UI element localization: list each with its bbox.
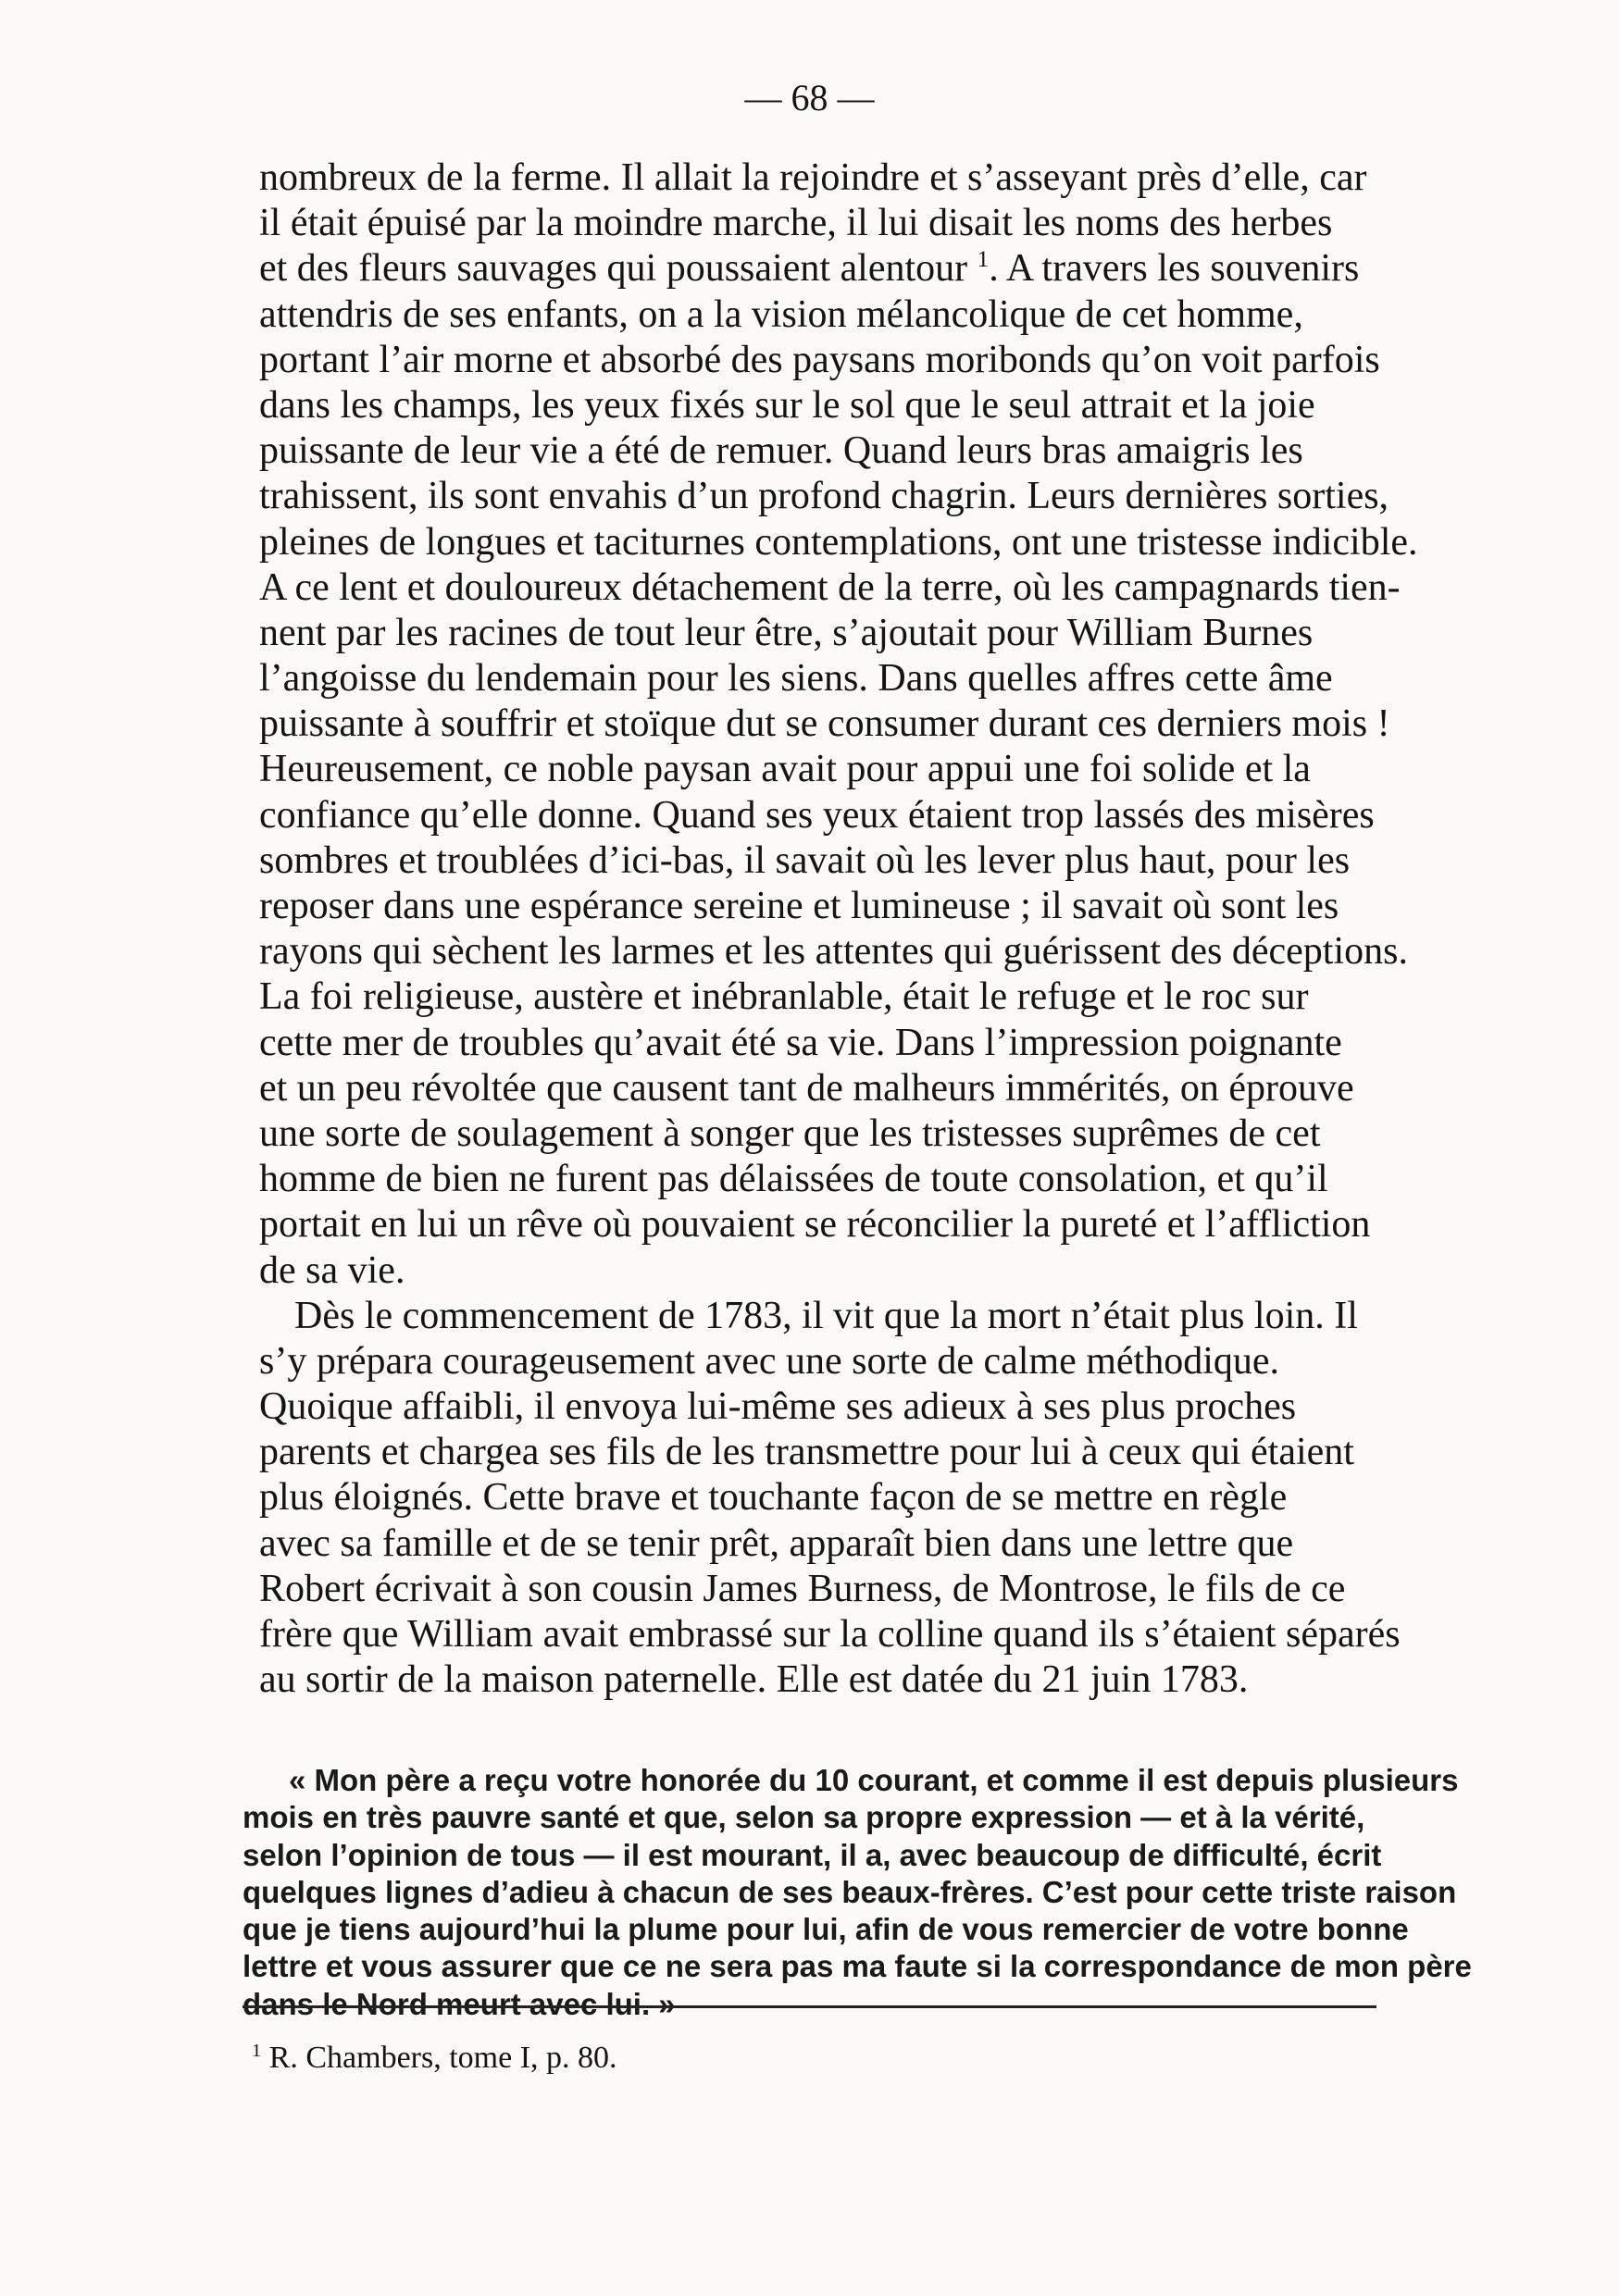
body-line: attendris de ses enfants, on a la vision mélancolique de cet homme, <box>259 292 1303 336</box>
quote-line: selon l’opinion de tous — il est mourant, il a, avec beaucoup de difficulté, écrit <box>243 1837 1382 1872</box>
body-text <box>259 155 1418 1703</box>
body-line: portait en lui un rêve où pouvaient se réconcilier la pureté et l’affliction <box>259 1203 1371 1247</box>
body-line: reposer dans une espérance sereine et lumineuse ; il savait où sont les <box>259 885 1339 927</box>
body-line: trahissent, ils sont envahis d’un profond chagrin. Leurs dernières sorties, <box>259 475 1389 518</box>
body-line: La foi religieuse, austère et inébranlable, était le refuge et le roc sur <box>259 975 1309 1019</box>
body-line: homme de bien ne furent pas délaissées de toute consolation, et qu’il <box>259 1158 1328 1201</box>
block-quote <box>243 1762 1472 2023</box>
body-line: rayons qui sèchent les larmes et les attentes qui guérissent des déceptions. <box>259 930 1408 974</box>
body-line: frère que William avait embrassé sur la colline quand ils s’étaient séparés <box>259 1613 1401 1656</box>
body-line-text: . A travers les souvenirs <box>989 247 1360 291</box>
body-line: avec sa famille et de se tenir prêt, apparaît bien dans une lettre que <box>259 1521 1294 1565</box>
body-line: A ce lent et douloureux détachement de la terre, où les campagnards tien- <box>259 565 1401 609</box>
footnote-marker: 1 <box>252 2040 262 2061</box>
quote-line: mois en très pauvre santé et que, selon sa propre expression — et à la vérité, <box>243 1800 1365 1835</box>
body-line <box>259 246 1379 292</box>
body-line: nent par les racines de tout leur être, s’ajoutait pour William Burnes <box>259 611 1314 654</box>
quote-line: « Mon père a reçu votre honorée du 10 courant, et comme il est depuis plusieurs <box>289 1763 1459 1797</box>
body-line: dans les champs, les yeux fixés sur le sol que le seul attrait et la joie <box>259 383 1315 427</box>
body-line: l’angoisse du lendemain pour les siens. Dans quelles affres cette âme <box>259 657 1333 701</box>
footnote-reference[interactable]: 1 <box>977 247 990 273</box>
body-line: de sa vie. <box>259 1248 405 1292</box>
body-line: plus éloignés. Cette brave et touchante façon de se mettre en règle <box>259 1476 1288 1520</box>
footnote-divider <box>243 2005 1376 2008</box>
body-line: Dès le commencement de 1783, il vit que la mort n’était plus loin. Il <box>294 1294 1358 1337</box>
body-line: nombreux de la ferme. Il allait la rejoindre et s’asseyant près d’elle, car <box>259 156 1367 199</box>
quote-line: que je tiens aujourd’hui la plume pour lui, afin de vous remercier de votre bonne <box>243 1912 1409 1947</box>
body-line: Robert écrivait à son cousin James Burness, de Montrose, le fils de ce <box>259 1567 1346 1610</box>
body-line: sombres et troublées d’ici-bas, il savait où les lever plus haut, pour les <box>259 838 1351 882</box>
body-line: puissante à souffrir et stoïque dut se consumer durant ces derniers mois ! <box>259 702 1390 746</box>
body-line: parents et chargea ses fils de les transmettre pour lui à ceux qui étaient <box>259 1431 1354 1474</box>
body-line: confiance qu’elle donne. Quand ses yeux étaient trop lassés des misères <box>259 793 1375 837</box>
body-line: s’y prépara courageusement avec une sorte de calme méthodique. <box>259 1339 1280 1383</box>
body-line: il était épuisé par la moindre marche, il lui disait les noms des herbes <box>259 202 1333 245</box>
body-line: au sortir de la maison paternelle. Elle est datée du 21 juin 1783. <box>259 1658 1249 1702</box>
body-line: et un peu révoltée que causent tant de malheurs immérités, on éprouve <box>259 1066 1354 1110</box>
quote-line: dans le Nord meurt avec lui. » <box>243 1986 676 2021</box>
footnote <box>252 2041 617 2076</box>
body-line: portant l’air morne et absorbé des paysans moribonds qu’on voit parfois <box>259 338 1380 381</box>
body-line: une sorte de soulagement à songer que les tristesses suprêmes de cet <box>259 1111 1321 1155</box>
footnote-text: R. Chambers, tome I, p. 80. <box>268 2041 617 2075</box>
body-line-text: et des fleurs sauvages qui poussaient alentour <box>259 247 968 291</box>
quote-line: lettre et vous assurer que ce ne sera pas ma faute si la correspondance de mon père <box>243 1949 1472 1984</box>
quote-line: quelques lignes d’adieu à chacun de ses beaux-frères. C’est pour cette triste raison <box>243 1874 1457 1909</box>
page-number: — 68 — <box>744 77 875 118</box>
body-line: cette mer de troubles qu’avait été sa vie. Dans l’impression poignante <box>259 1021 1342 1064</box>
body-line: puissante de leur vie a été de remuer. Quand leurs bras amaigris les <box>259 429 1303 473</box>
body-line: pleines de longues et taciturnes contemplations, ont une tristesse indicible. <box>259 520 1418 564</box>
body-line: Quoique affaibli, il envoya lui-même ses adieux à ses plus proches <box>259 1385 1297 1429</box>
body-line: Heureusement, ce noble paysan avait pour appui une foi solide et la <box>259 748 1311 791</box>
